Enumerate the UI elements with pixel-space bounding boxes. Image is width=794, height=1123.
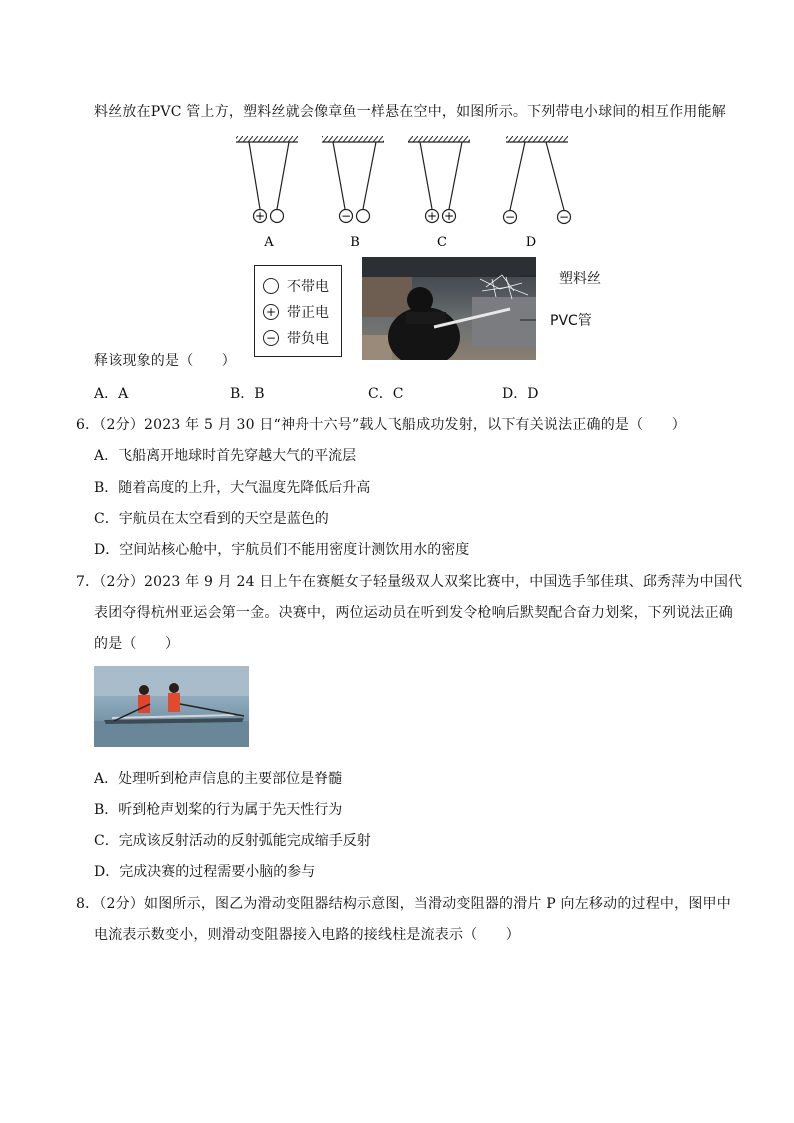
q6-option-b: B．随着高度的上升，大气温度先降低后升高 (94, 480, 371, 496)
q8-stem-line-1: 8．（2分）如图所示，图乙为滑动变阻器结构示意图，当滑动变阻器的滑片 P 向左移动的过程中，图甲中 (76, 896, 731, 912)
figure-c-plus-right: + (443, 209, 455, 223)
q6-stem: 6．（2分）2023 年 5 月 30 日“神舟十六号”载人飞船成功发射，以下有关说法正确的是（ ） (76, 417, 686, 433)
legend-negative-label: 带负电 (287, 331, 329, 347)
positive-ball-icon: + (263, 304, 279, 320)
neutral-ball-icon (263, 278, 279, 294)
legend-negative (263, 327, 329, 349)
q6-option-c: C．宇航员在太空看到的天空是蓝色的 (94, 511, 329, 527)
q7-option-a: A．处理听到枪声信息的主要部位是脊髓 (94, 771, 343, 787)
pvc-experiment-photo (362, 257, 536, 360)
negative-ball-icon: − (263, 330, 279, 346)
figure-c-label: C (437, 235, 447, 250)
q7-option-d: D．完成决赛的过程需要小脑的参与 (94, 864, 316, 880)
pvc-pipe-label: PVC管 (550, 313, 592, 329)
figure-c-plus-left: + (426, 209, 438, 223)
legend-box (254, 265, 342, 357)
rowing-photo (94, 666, 249, 747)
figure-b-label: B (350, 235, 360, 250)
q5-option-b: B．B (230, 386, 265, 402)
figure-a-plus: + (254, 209, 266, 223)
q6-option-a: A．飞船离开地球时首先穿越大气的平流层 (94, 448, 357, 464)
q5-option-a: A．A (94, 386, 129, 402)
plastic-strip-label: 塑料丝 (559, 271, 601, 287)
q7-stem-line-1: 7．（2分）2023 年 9 月 24 日上午在赛艇女子轻量级双人双桨比赛中，中国选手邹佳琪、邱秀萍为中国代 (76, 574, 743, 590)
q7-option-b: B．听到枪声划桨的行为属于先天性行为 (94, 802, 343, 818)
pvc-photo-illustration (362, 257, 536, 360)
q7-option-c: C．完成该反射活动的反射弧能完成缩手反射 (94, 833, 371, 849)
figure-a-label: A (264, 235, 274, 250)
charged-balls-figure (228, 130, 580, 252)
rowing-photo-illustration (94, 666, 249, 747)
q6-option-d: D．空间站核心舱中，宇航员们不能用密度计测饮用水的密度 (94, 542, 470, 558)
q7-stem-line-3: 的是（ ） (94, 636, 180, 652)
figure-b-minus: − (340, 209, 352, 223)
q8-stem-line-2: 电流表示数变小，则滑动变阻器接入电路的接线柱是流表示（ ） (94, 927, 520, 943)
q7-stem-line-2: 表团夺得杭州亚运会第一金。决赛中，两位运动员在听到发令枪响后默契配合奋力划桨，下列说法正确 (94, 605, 733, 621)
legend-neutral-label: 不带电 (287, 279, 329, 295)
q5-option-c: C．C (368, 386, 404, 402)
figure-b (322, 136, 384, 250)
q5-option-d: D．D (502, 386, 539, 402)
figure-d (504, 136, 571, 250)
legend-positive (263, 301, 329, 323)
legend-positive-label: 带正电 (287, 305, 329, 321)
legend-neutral (263, 275, 329, 297)
figure-d-label: D (525, 235, 537, 250)
figure-d-minus-left: − (504, 210, 516, 224)
figure-c (408, 136, 470, 250)
figure-a (236, 136, 298, 250)
figure-d-minus-right: − (558, 210, 570, 224)
q5-outro-text: 释该现象的是（ ） (94, 353, 236, 369)
q5-intro-text: 料丝放在PVC 管上方，塑料丝就会像章鱼一样悬在空中，如图所示。下列带电小球间的相互作用能解 (94, 104, 726, 120)
